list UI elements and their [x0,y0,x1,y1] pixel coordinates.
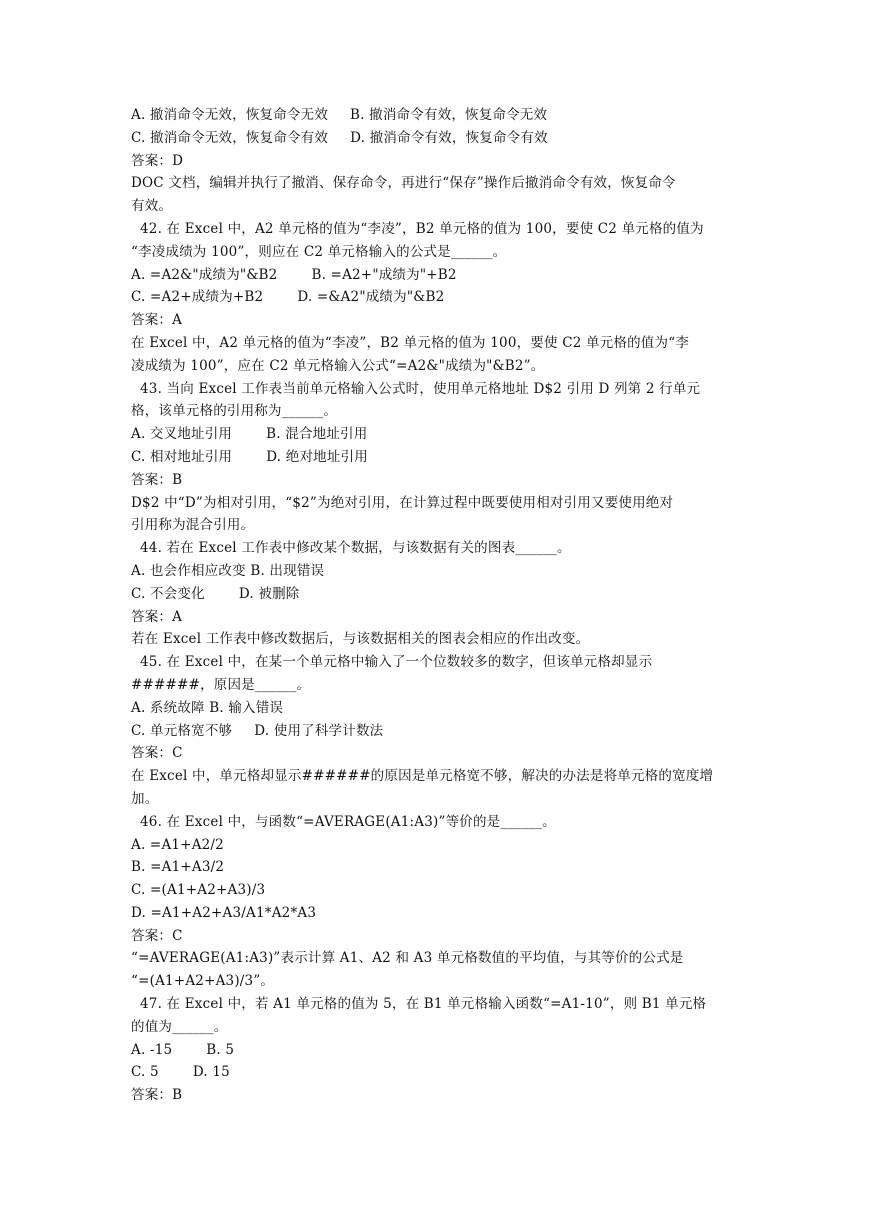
explanation-line: 若在 Excel 工作表中修改数据后，与该数据相关的图表会相应的作出改变。 [131,631,590,648]
answer: 答案：A [131,312,183,329]
question-47-line: 47. 在 Excel 中，若 A1 单元格的值为 5，在 B1 单元格输入函数“=A1-10”，则 B1 单元格 [140,996,707,1013]
option-d: D. =&A2"成绩为"&B2 [297,289,445,306]
question-45-line: 45. 在 Excel 中，在某一个单元格中输入了一个位数较多的数字，但该单元格却显示 [140,654,653,671]
option-c: C. 单元格宽不够 [131,722,233,739]
question-47-line: 的值为______。 [131,1018,228,1035]
option-row [131,127,741,150]
option-d: D. 被删除 [238,585,300,602]
explanation-line: DOC 文档，编辑并执行了撤消、保存命令，再进行“保存”操作后撤消命令有效，恢复命令 [131,175,676,192]
question-43-line: 格，该单元格的引用称为______。 [131,403,338,420]
answer: 答案：C [131,927,183,944]
option-a: A. -15 [131,1041,173,1058]
answer: 答案：D [131,152,184,169]
option-d: D. 绝对地址引用 [266,448,368,465]
option-a: A. =A1+A2/2 [131,836,224,853]
option-c: C. 不会变化 [131,585,205,602]
option-d: D. 15 [192,1064,230,1081]
explanation-line: “=(A1+A2+A3)/3”。 [131,973,275,990]
option-c: C. 5 [131,1064,159,1081]
option-b: B. 混合地址引用 [266,426,368,443]
option-row [131,286,741,309]
question-46-line: 46. 在 Excel 中，与函数“=AVERAGE(A1:A3)”等价的是______。 [140,813,556,830]
option-row: A. 也会作相应改变 B. 出现错误 [131,562,325,579]
question-44-line: 44. 若在 Excel 工作表中修改某个数据，与该数据有关的图表______。 [140,540,571,557]
option-b: B. =A1+A3/2 [131,859,225,876]
question-43-line: 43. 当向 Excel 工作表当前单元格输入公式时，使用单元格地址 D$2 引用 D 列第 2 行单元 [140,380,701,397]
option-b: B. =A2+"成绩为"+B2 [311,266,457,283]
option-b: B. 撤消命令有效，恢复命令无效 [350,107,548,123]
option-c: C. =(A1+A2+A3)/3 [131,882,266,899]
explanation-line: 引用称为混合引用。 [131,517,255,534]
answer: 答案：A [131,608,183,625]
explanation-line: 在 Excel 中，单元格却显示######的原因是单元格宽不够，解决的办法是将单元格的宽度增 [131,768,714,785]
option-row [131,423,741,446]
answer: 答案：B [131,1087,183,1104]
question-42-line: 42. 在 Excel 中，A2 单元格的值为“李凌”，B2 单元格的值为 100，要使 C2 单元格的值为 [140,220,704,237]
option-row [131,1039,741,1062]
option-c: C. 撤消命令无效，恢复命令有效 [131,129,329,146]
option-d: D. 使用了科学计数法 [254,722,384,739]
option-c: C. 相对地址引用 [131,448,233,465]
option-d: D. 撤消命令有效，恢复命令有效 [350,129,548,146]
option-a: A. =A2&"成绩为"&B2 [131,266,278,283]
question-42-line: “李凌成绩为 100”，则应在 C2 单元格输入的公式是______。 [131,243,507,260]
explanation-line: 在 Excel 中，A2 单元格的值为“李凌”，B2 单元格的值为 100，要使 C2 单元格的值为“李 [131,334,690,351]
explanation-line: 有效。 [131,198,173,215]
option-b: B. 5 [206,1041,235,1058]
document-page [131,104,741,1107]
option-row [131,264,741,287]
option-c: C. =A2+成绩为+B2 [131,289,264,306]
explanation-line: D$2 中“D”为相对引用，“$2”为绝对引用，在计算过程中既要使用相对引用又要使用绝对 [131,494,674,511]
option-row [131,583,741,606]
explanation-line: “=AVERAGE(A1:A3)”表示计算 A1、A2 和 A3 单元格数值的平均值，与其等价的公式是 [131,950,684,967]
option-row [131,446,741,469]
option-row [131,1061,741,1084]
option-row [131,104,741,127]
option-d: D. =A1+A2+A3/A1*A2*A3 [131,904,317,921]
option-row [131,720,741,743]
option-a: A. 交叉地址引用 [131,426,233,443]
question-45-line: ######，原因是______。 [131,676,311,693]
explanation-line: 凌成绩为 100”，应在 C2 单元格输入公式“=A2&"成绩为"&B2”。 [131,357,545,374]
answer: 答案：B [131,471,183,488]
answer: 答案：C [131,745,183,762]
option-row: A. 系统故障 B. 输入错误 [131,699,284,716]
option-a: A. 撤消命令无效，恢复命令无效 [131,107,329,123]
explanation-line: 加。 [131,790,159,807]
